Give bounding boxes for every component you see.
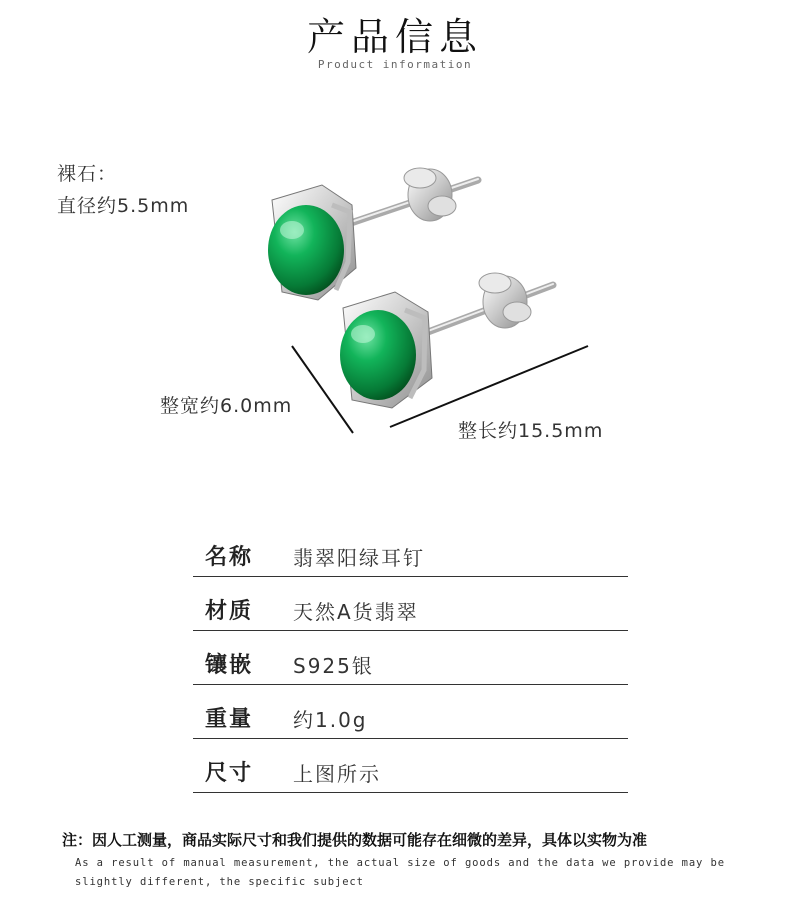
- spec-value: 天然A货翡翠: [293, 600, 419, 624]
- disclaimer-en: As a result of manual measurement, the actual size of goods and the data we provide may be slightly different, the specific subject: [75, 857, 725, 888]
- disclaimer-cn: 注：因人工测量，商品实际尺寸和我们提供的数据可能存在细微的差异，具体以实物为准: [62, 831, 648, 849]
- spec-value: 翡翠阳绿耳钉: [293, 546, 425, 570]
- stone-diameter: 直径约5.5mm: [57, 195, 190, 217]
- spec-label: 尺寸: [205, 761, 254, 786]
- spec-value: 约1.0g: [293, 708, 368, 732]
- spec-label: 镶嵌: [205, 653, 254, 678]
- earring-back: [268, 168, 478, 300]
- page-title: 产品信息: [306, 15, 483, 59]
- stone-label: 裸石：: [57, 163, 118, 185]
- page-subtitle: Product information: [317, 58, 473, 71]
- length-label: 整长约15.5mm: [458, 420, 604, 442]
- spec-value: S925银: [293, 654, 374, 678]
- spec-row-material: [193, 592, 628, 631]
- spec-label: 材质: [205, 599, 254, 624]
- spec-value: 上图所示: [293, 762, 381, 786]
- spec-row-size: [193, 754, 628, 793]
- spec-row-weight: [193, 700, 628, 739]
- spec-label: 重量: [205, 707, 254, 732]
- spec-label: 名称: [205, 545, 254, 570]
- width-label: 整宽约6.0mm: [160, 395, 293, 417]
- spec-row-name: [193, 538, 628, 577]
- earring-front: [340, 273, 553, 408]
- spec-row-setting: [193, 646, 628, 685]
